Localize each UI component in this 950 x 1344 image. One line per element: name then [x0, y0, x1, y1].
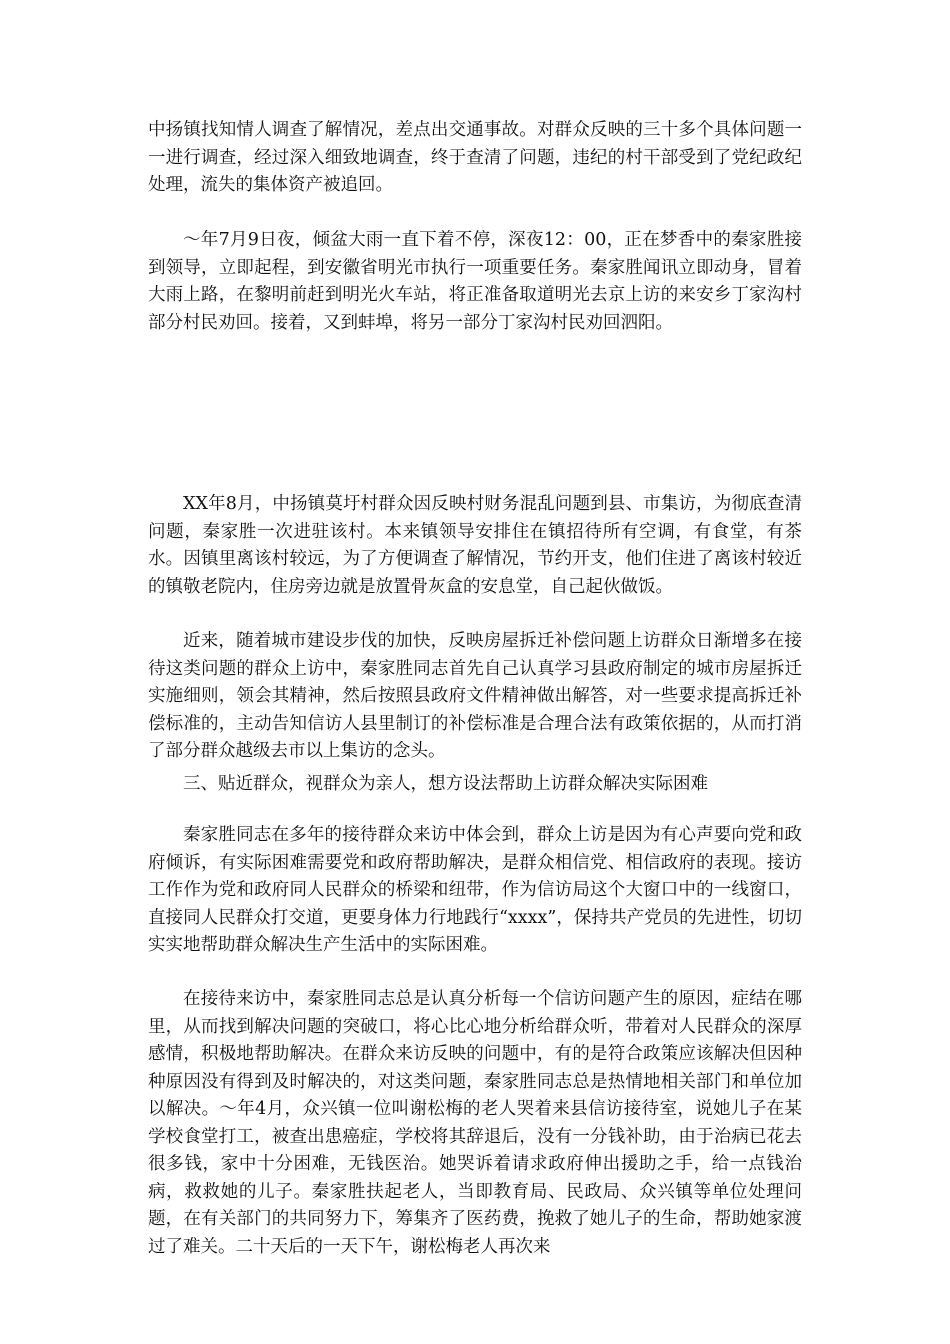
- section-heading: 三、贴近群众，视群众为亲人，想方设法帮助上访群众解决实际困难: [183, 774, 708, 794]
- paragraph-4: 近来，随着城市建设步伐的加快，反映房屋拆迁补偿问题上访群众日渐增多在接待这类问题的群众上访中，秦家胜同志首先自己认真学习县政府制定的城市房屋拆迁实施细则，领会其精神，然后按照县政府文件精神做出解答，对一些要求提高拆迁补偿标准的，主动告知信访人县里制订的补偿标准是合理合法有政策依据的，从而打消了部分群众越级去市以上集访的念头。: [148, 631, 802, 761]
- paragraph-5: 秦家胜同志在多年的接待群众来访中体会到，群众上访是因为有心声要向党和政府倾诉，有实际困难需要党和政府帮助解决，是群众相信党、相信政府的表现。接访工作作为党和政府同人民群众的桥梁和纽带，作为信访局这个大窗口中的一线窗口，直接同人民群众打交道，更要身体力行地践行“xxxx”，保持共产党员的先进性，切切实实地帮助群众解决生产生活中的实际困难。: [148, 825, 802, 955]
- paragraph-3: XX年8月，中扬镇莫圩村群众因反映村财务混乱问题到县、市集访，为彻底查清问题，秦家胜一次进驻该村。本来镇领导安排住在镇招待所有空调，有食堂，有茶水。因镇里离该村较远，为了方便调查了解情况，节约开支，他们住进了离该村较近的镇敬老院内，住房旁边就是放置骨灰盒的安息堂，自己起伙做饭。: [148, 494, 802, 597]
- paragraph-2: ～年7月9日夜，倾盆大雨一直下着不停，深夜12：00，正在梦香中的秦家胜接到领导，立即起程，到安徽省明光市执行一项重要任务。秦家胜闻讯立即动身，冒着大雨上路，在黎明前赶到明光火车站，将正准备取道明光去京上访的来安乡丁家沟村部分村民劝回。接着，又到蚌埠，将另一部分丁家沟村民劝回泗阳。: [148, 230, 802, 333]
- paragraph-6: 在接待来访中，秦家胜同志总是认真分析每一个信访问题产生的原因，症结在哪里，从而找到解决问题的突破口，将心比心地分析给群众听，带着对人民群众的深厚感情，积极地帮助解决。在群众来访反映的问题中，有的是符合政策应该解决但因种种原因没有得到及时解决的，对这类问题，秦家胜同志总是热情地相关部门和单位加以解决。～年4月，众兴镇一位叫谢松梅的老人哭着来县信访接待室，说她儿子在某学校食堂打工，被查出患癌症，学校将其辞退后，没有一分钱补助，由于治病已花去很多钱，家中十分困难，无钱医治。她哭诉着请求政府伸出援助之手，给一点钱治病，救救她的儿子。秦家胜扶起老人，当即教育局、民政局、众兴镇等单位处理问题，在有关部门的共同努力下，筹集齐了医药费，挽救了她儿子的生命，帮助她家渡过了难关。二十天后的一天下午，谢松梅老人再次来: [148, 989, 802, 1257]
- paragraph-1: 中扬镇找知情人调查了解情况，差点出交通事故。对群众反映的三十多个具体问题一一进行调查，经过深入细致地调查，终于查清了问题，违纪的村干部受到了党纪政纪处理，流失的集体资产被追回。: [148, 120, 802, 195]
